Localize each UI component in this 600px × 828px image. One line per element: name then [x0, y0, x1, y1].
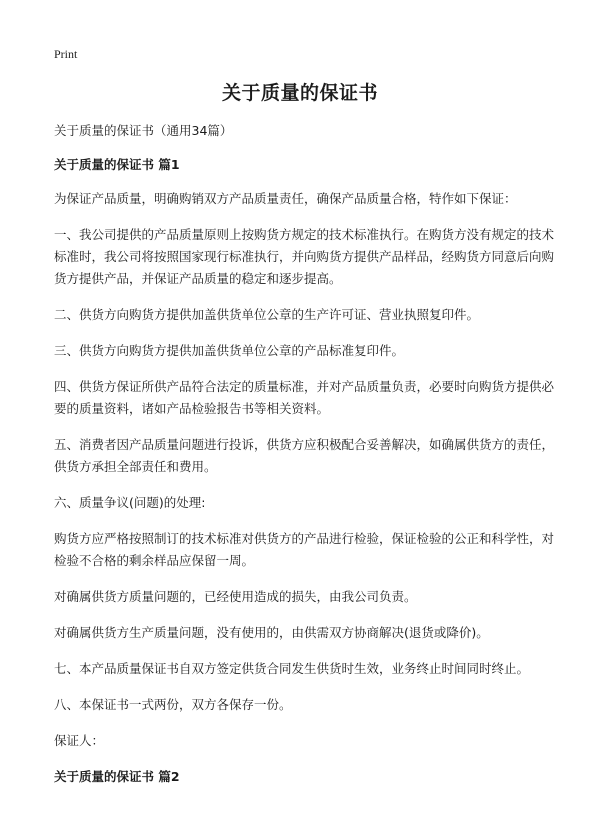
- paragraph-item-7: 七、本产品质量保证书自双方签定供货合同发生供货时生效，业务终止时间同时终止。: [54, 661, 530, 676]
- print-link[interactable]: Print: [54, 47, 78, 61]
- paragraph-item-2: 二、供货方向购货方提供加盖供货单位公章的生产许可证、营业执照复印件。: [54, 307, 480, 322]
- paragraph-item-6-detail-1: 购货方应严格按照制订的技术标准对供货方的产品进行检验，保证检验的公正和科学性，对检验不合格的剩余样品应保留一周。: [54, 531, 555, 568]
- guarantor-label: 保证人：: [54, 733, 105, 748]
- document-body: [54, 120, 554, 800]
- page-title: 关于质量的保证书: [221, 82, 378, 104]
- paragraph-item-8: 八、本保证书一式两份，双方各保存一份。: [54, 697, 292, 712]
- section-heading-1: 关于质量的保证书 篇1: [54, 157, 180, 172]
- paragraph-item-4: 四、供货方保证所供产品符合法定的质量标准，并对产品质量负责，必要时向购货方提供必要的质量资料，诸如产品检验报告书等相关资料。: [54, 379, 555, 416]
- paragraph-item-5: 五、消费者因产品质量问题进行投诉，供货方应积极配合妥善解决，如确属供货方的责任，供货方承担全部责任和费用。: [54, 437, 555, 474]
- section-heading-2: 关于质量的保证书 篇2: [54, 769, 180, 784]
- paragraph-item-6: 六、质量争议(问题)的处理:: [54, 495, 206, 510]
- document-subtitle: 关于质量的保证书（通用34篇）: [54, 123, 233, 138]
- paragraph-item-6-detail-3: 对确属供货方生产质量问题，没有使用的，由供需双方协商解决(退货或降价)。: [54, 625, 489, 640]
- paragraph-item-1: 一、我公司提供的产品质量原则上按购货方规定的技术标准执行。在购货方没有规定的技术标准时，我公司将按照国家现行标准执行，并向购货方提供产品样品，经购货方同意后向购货方提供产品，并保证产品质量的稳定和逐步提高。: [54, 227, 555, 286]
- paragraph-intro: 为保证产品质量，明确购销双方产品质量责任，确保产品质量合格，特作如下保证：: [54, 191, 517, 206]
- paragraph-item-6-detail-2: 对确属供货方质量问题的，已经使用造成的损失，由我公司负责。: [54, 589, 417, 604]
- paragraph-item-3: 三、供货方向购货方提供加盖供货单位公章的产品标准复印件。: [54, 343, 405, 358]
